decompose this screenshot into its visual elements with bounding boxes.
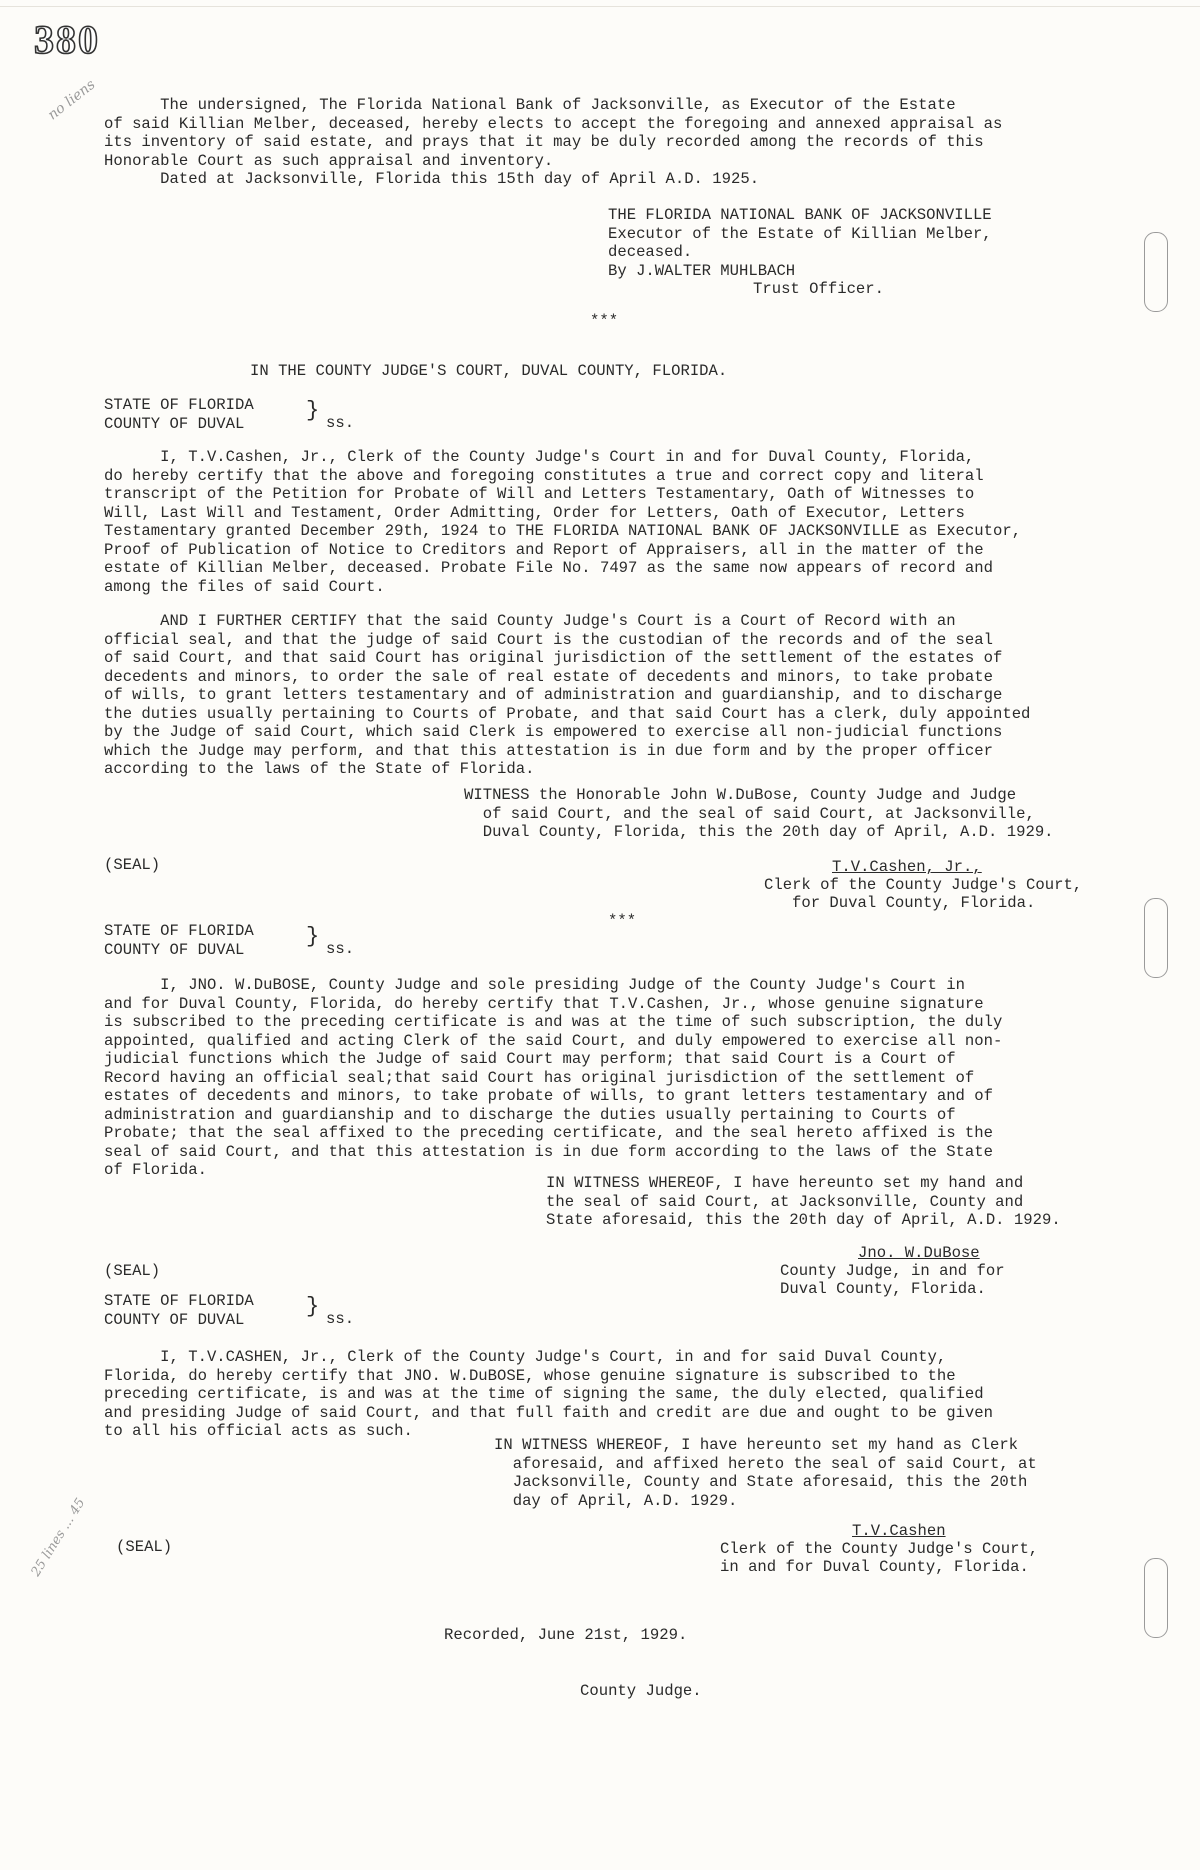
- clerk-witness-clause: WITNESS the Honorable John W.DuBose, County Judge and Judge of said Court, and the seal of said Court, at Jacksonville, Duval County, Florida, this the 20th day of April, A.D. 1929.: [464, 786, 1054, 841]
- intro-paragraph: The undersigned, The Florida National Bank of Jacksonville, as Executor of the Estate of said Killian Melber, deceased, hereby elects to accept the foregoing and annexed appraisal as its inventory of said estate, and prays that it may be duly recorded among the records of this Honorable Court as such appraisal and inventory. Dated at Jacksonville, Florida this 15th day of April A.D. 1925.: [104, 96, 1003, 188]
- executor-line: Executor of the Estate of Killian Melber,: [608, 224, 992, 243]
- binder-hole-3: [1144, 1558, 1168, 1638]
- venue-state: STATE OF FLORIDA: [104, 396, 254, 414]
- venue-state-3: STATE OF FLORIDA: [104, 1292, 254, 1310]
- clerk-certificate-p2: AND I FURTHER CERTIFY that the said County Judge's Court is a Court of Record with an official seal, and that the judge of said Court is the custodian of the records and of the seal of said Court, and that said Court has original jurisdiction of the settlement of the estates of decedents and minors, to order the sale of real estate of decedents and minors, to take probate of wills, to grant letters testamentary and of administration and guardianship, and to discharge the duties usually pertaining to Courts of Probate, and that said Court has a clerk, duly appointed by the Judge of said Court, which said Clerk is empowered to exercise all non-judicial functions which the Judge may perform, and that this attestation is in due form and by the proper officer according to the laws of the State of Florida.: [104, 612, 1031, 778]
- venue-county-3: COUNTY OF DUVAL: [104, 1310, 245, 1329]
- judge-witness-clause: IN WITNESS WHEREOF, I have hereunto set my hand and the seal of said Court, at Jacksonville, County and State aforesaid, this the 20th day of April, A.D. 1929.: [546, 1174, 1061, 1229]
- venue-block-3: [104, 1292, 254, 1329]
- page-edge-line: [0, 6, 1200, 7]
- final-certificate-p1: I, T.V.CASHEN, Jr., Clerk of the County Judge's Court, in and for said Duval County, Florida, do hereby certify that JNO. W.DuBOSE, whose genuine signature is subscribed to the preceding certificate, is and was at the time of signing the same, the duly elected, qualified and presiding Judge of said Court, and that full faith and credit are due and ought to be given to all his official acts as such.: [104, 1348, 993, 1440]
- separator-stars-2: ***: [608, 912, 637, 930]
- bank-signature-block: [608, 206, 992, 299]
- venue-ss-2: ss.: [326, 940, 355, 958]
- binder-hole-1: [1144, 232, 1168, 312]
- clerk-signature-final: T.V.Cashen: [852, 1522, 946, 1540]
- recorded-by: County Judge.: [580, 1682, 702, 1700]
- venue-ss-1: ss.: [326, 414, 355, 432]
- seal-label-1: (SEAL): [104, 856, 161, 874]
- clerk-title-1b: for Duval County, Florida.: [792, 894, 1036, 912]
- margin-note-bottom: 25 lines ... 45: [28, 1495, 89, 1580]
- venue-county-2: COUNTY OF DUVAL: [104, 940, 245, 959]
- judge-certificate-p1: I, JNO. W.DuBOSE, County Judge and sole presiding Judge of the County Judge's Court in and for Duval County, Florida, do hereby certify that T.V.Cashen, Jr., whose genuine signature is subscribed to the preceding certificate is and was at the time of such subscription, the duly appointed, qualified and acting Clerk of the said Court, and duly empowered to exercise all non- judicial functions which the Judge of said Court may perform; that said Court is a Court of Record having an official seal;that said Court has original jurisdiction of the settlement of estates of decedents and minors, to take probate of wills, to grant letters testamentary and of administration and guardianship and to discharge the duties usually pertaining to Courts of Probate; that the seal affixed to the preceding certificate, and the seal hereto affixed is the seal of said Court, and that this attestation is in due form according to the laws of the State of Florida.: [104, 976, 1003, 1179]
- judge-title-b: Duval County, Florida.: [780, 1280, 986, 1298]
- venue-block-2: [104, 922, 254, 959]
- venue-bracket-3: }: [306, 1294, 320, 1319]
- judge-title-a: County Judge, in and for: [780, 1262, 1005, 1280]
- venue-ss-3: ss.: [326, 1310, 355, 1328]
- clerk-title-1a: Clerk of the County Judge's Court,: [764, 876, 1083, 894]
- page-number: 380: [34, 17, 100, 62]
- trust-officer-line: Trust Officer.: [753, 280, 885, 298]
- court-heading: IN THE COUNTY JUDGE'S COURT, DUVAL COUNTY, FLORIDA.: [250, 362, 728, 380]
- final-witness-clause: IN WITNESS WHEREOF, I have hereunto set my hand as Clerk aforesaid, and affixed hereto the seal of said Court, at Jacksonville, County and State aforesaid, this the 20th day of April, A.D. 1929.: [494, 1436, 1037, 1510]
- venue-state-2: STATE OF FLORIDA: [104, 922, 254, 940]
- separator-stars-1: ***: [590, 312, 619, 330]
- clerk-signature-1: T.V.Cashen, Jr.,: [832, 858, 982, 876]
- signed-by-line: By J.WALTER MUHLBACH: [608, 261, 796, 280]
- binder-hole-2: [1144, 898, 1168, 978]
- clerk-title-final-a: Clerk of the County Judge's Court,: [720, 1540, 1039, 1558]
- bank-name: THE FLORIDA NATIONAL BANK OF JACKSONVILLE: [608, 206, 992, 224]
- clerk-title-final-b: in and for Duval County, Florida.: [720, 1558, 1029, 1576]
- deceased-line: deceased.: [608, 243, 693, 261]
- venue-bracket-2: }: [306, 924, 320, 949]
- venue-bracket-1: }: [306, 398, 320, 423]
- clerk-certificate-p1: I, T.V.Cashen, Jr., Clerk of the County Judge's Court in and for Duval County, Florida, do hereby certify that the above and foregoing constitutes a true and correct copy and literal transcript of the Petition for Probate of Will and Letters Testamentary, Oath of Witnesses to Will, Last Will and Testament, Order Admitting, Order for Letters, Oath of Executor, Letters Testamentary granted December 29th, 1924 to THE FLORIDA NATIONAL BANK OF JACKSONVILLE as Executor, Proof of Publication of Notice to Creditors and Report of Appraisers, all in the matter of the estate of Killian Melber, deceased. Probate File No. 7497 as the same now appears of record and among the files of said Court.: [104, 448, 1022, 596]
- seal-label-3: (SEAL): [116, 1538, 173, 1556]
- recorded-date: Recorded, June 21st, 1929.: [444, 1626, 688, 1644]
- venue-county: COUNTY OF DUVAL: [104, 414, 245, 433]
- seal-label-2: (SEAL): [104, 1262, 161, 1280]
- margin-note-top: no liens: [44, 76, 99, 124]
- judge-signature: Jno. W.DuBose: [858, 1244, 980, 1262]
- venue-block-1: [104, 396, 254, 433]
